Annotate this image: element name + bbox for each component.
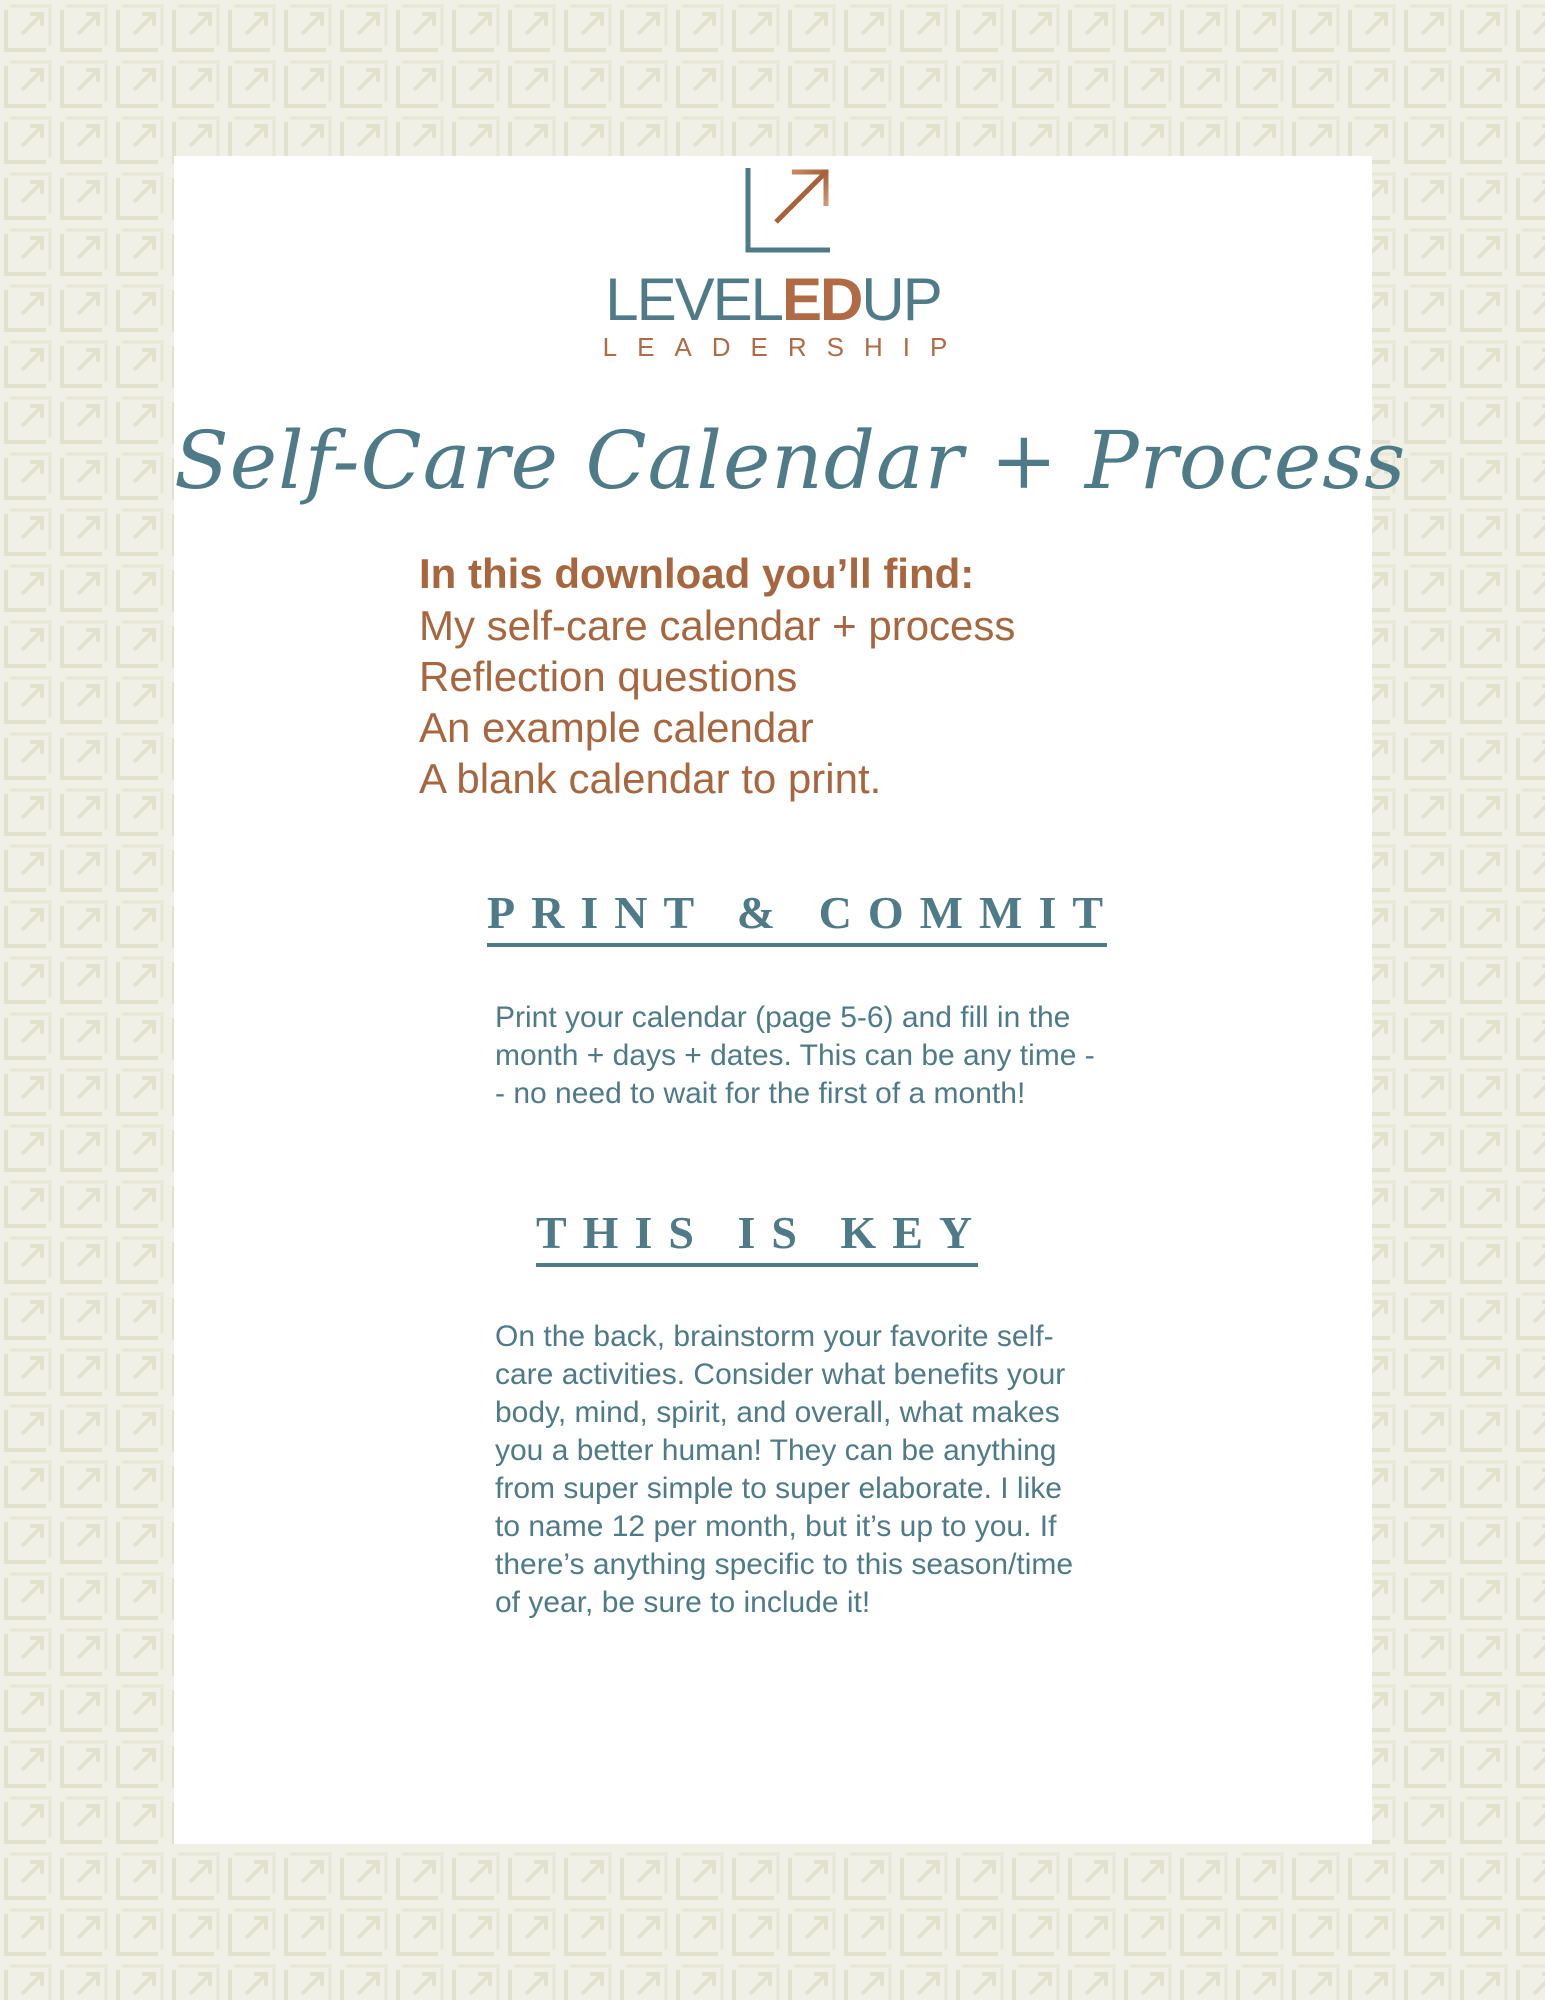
brand-level: LEVEL: [605, 266, 783, 333]
brand-subtitle: LEADERSHIP: [602, 332, 968, 362]
brand-up: UP: [861, 266, 941, 333]
section-heading-print-commit: PRINT & COMMIT: [487, 886, 1107, 947]
section-heading-this-is-key: THIS IS KEY: [536, 1206, 978, 1267]
brand-ed: ED: [782, 266, 862, 333]
content-card: [174, 156, 1407, 1844]
page-title: Self-Care Calendar + Process: [174, 414, 1407, 507]
download-item: A blank calendar to print.: [419, 755, 882, 802]
section-body-this-is-key: On the back, brainstorm your favorite self-care activities. Consider what benefits your body, mind, spirit, and overall, what makes you a better human! They can be anything from super simple to super elaborate. I like to name 12 per month, but it’s up to you. If there’s anything specific to this season/time of year, be sure to include it!: [495, 1320, 1074, 1619]
download-item: My self-care calendar + process: [419, 602, 1016, 649]
arrow-logo-icon: [744, 160, 840, 256]
download-contents: [419, 548, 1219, 804]
section-body-print-commit: Print your calendar (page 5-6) and fill in the month + days + dates. This can be any time -- no need to wait for the first of a month!: [495, 1001, 1095, 1110]
download-item: An example calendar: [419, 704, 814, 751]
download-heading: In this download you’ll find:: [419, 550, 975, 597]
download-item: Reflection questions: [419, 653, 798, 700]
brand-wordmark: [174, 266, 1372, 333]
